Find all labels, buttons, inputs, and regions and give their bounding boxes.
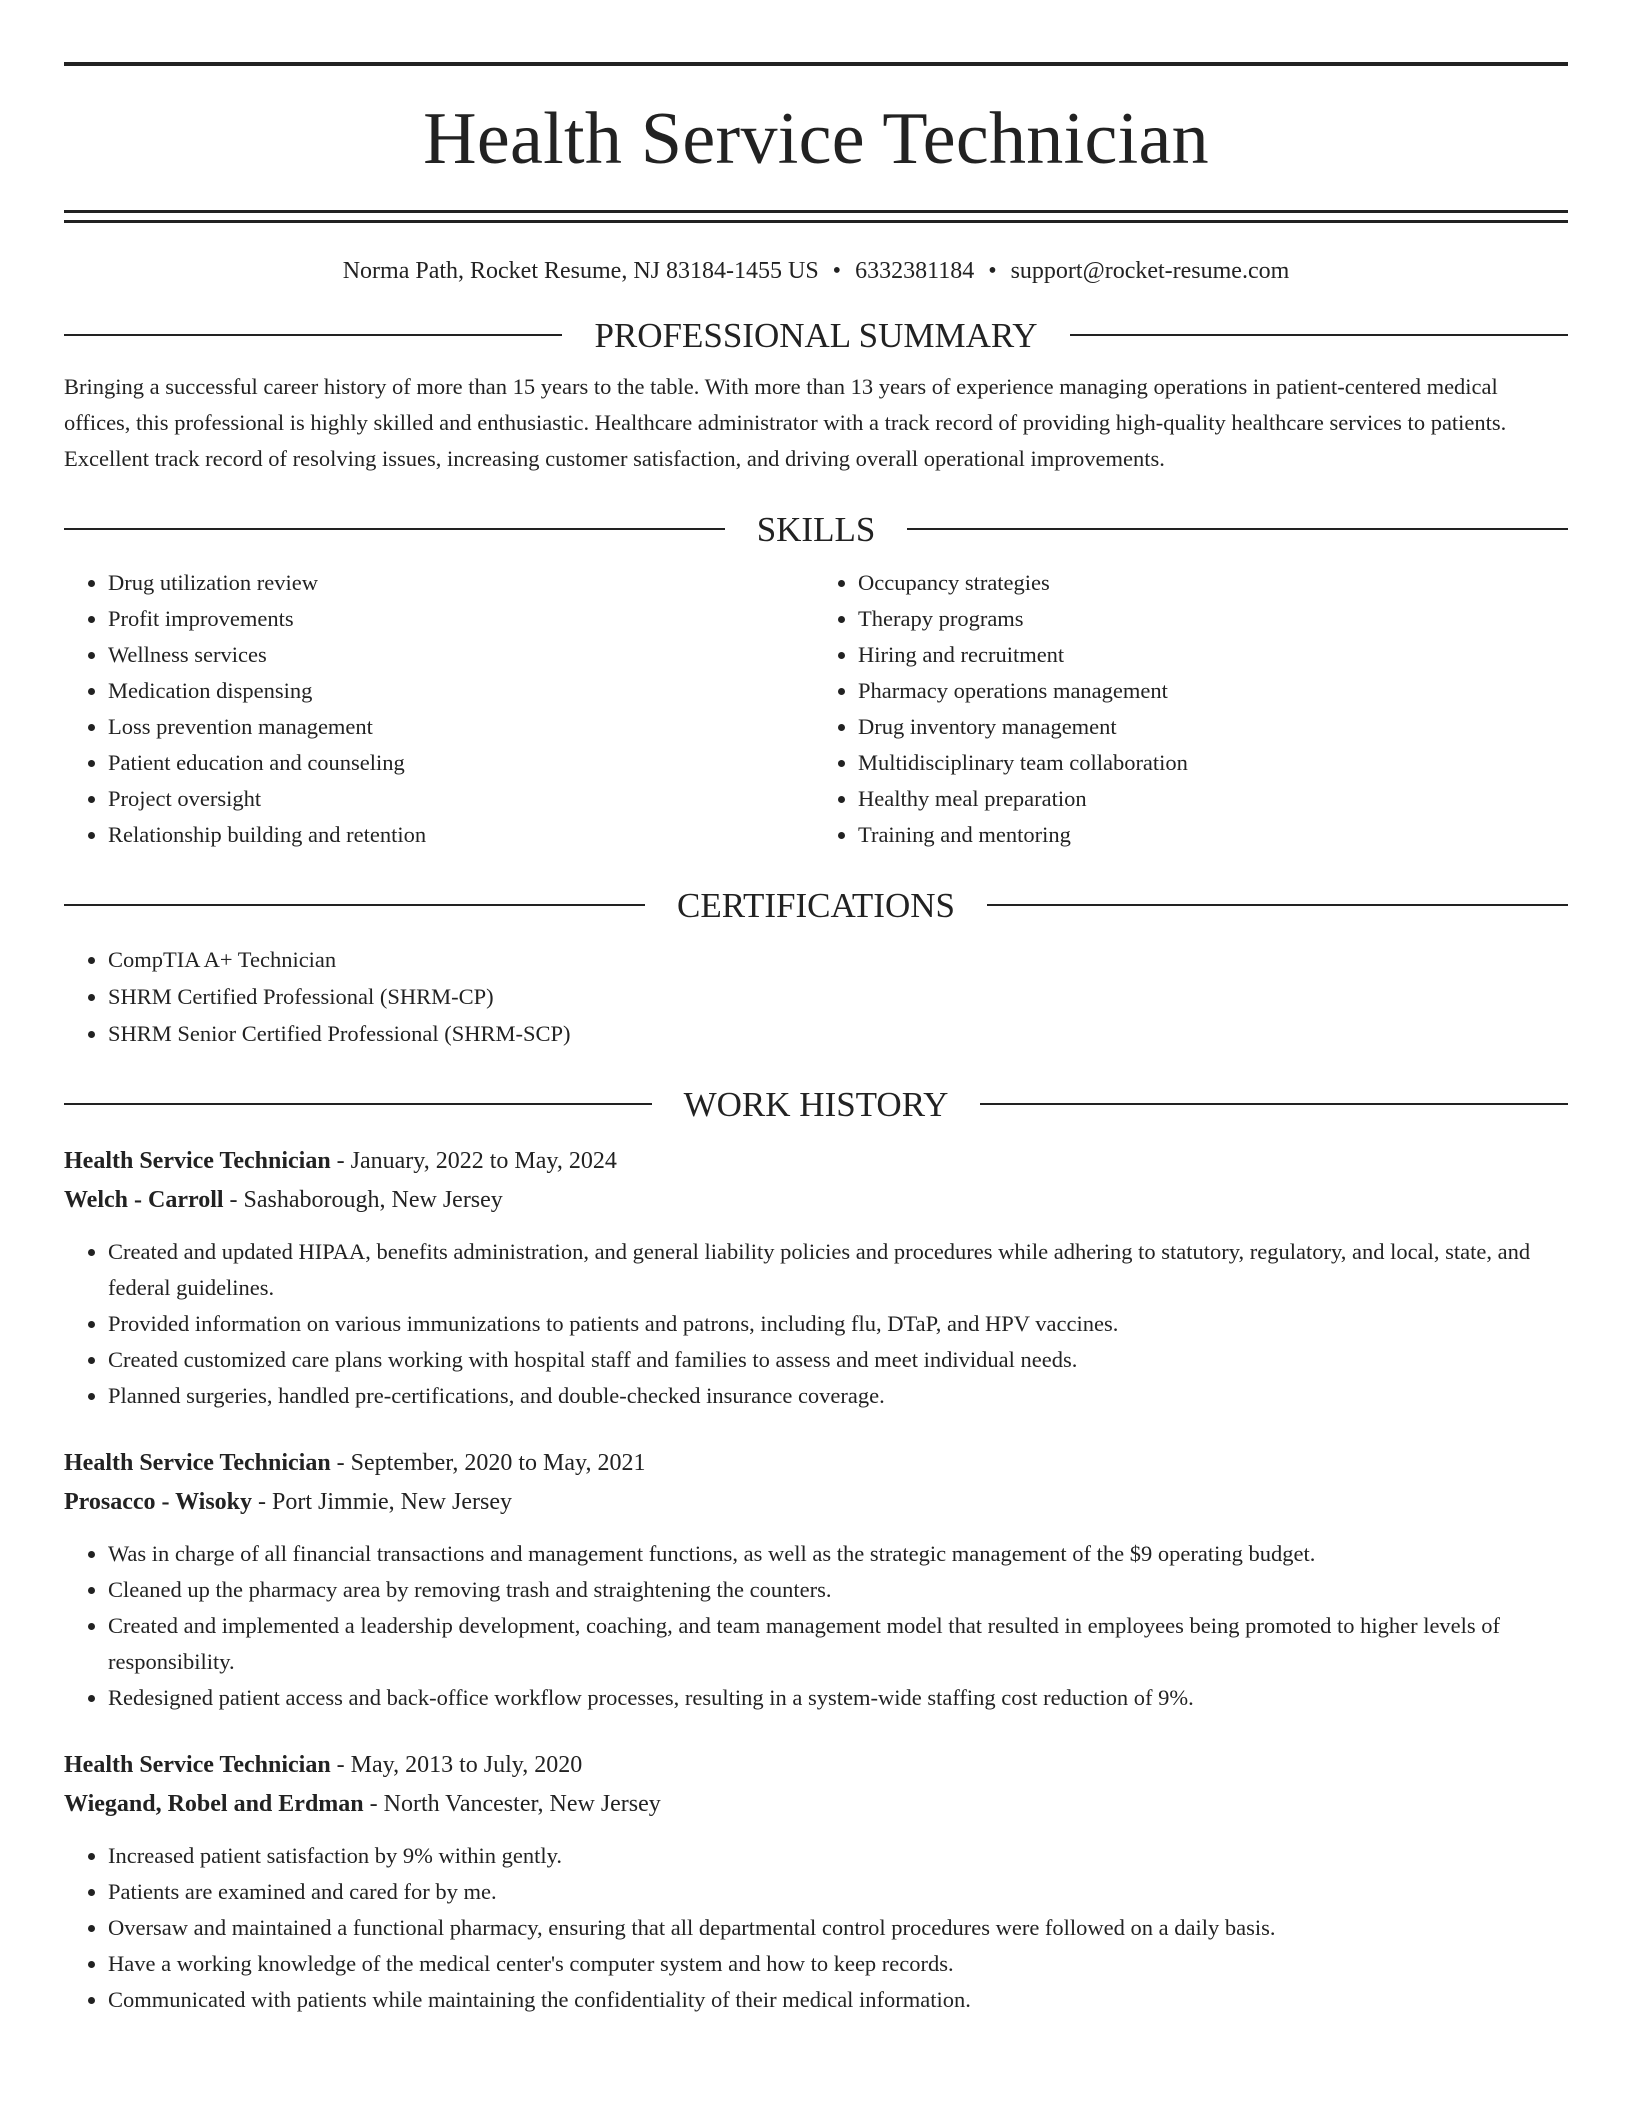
- job-title: Health Service Technician: [64, 1148, 331, 1174]
- title-double-rule: [64, 210, 1568, 223]
- contact-separator: •: [988, 258, 997, 284]
- job-bullet: • Oversaw and maintained a functional pharmacy, ensuring that all departmental control procedures were followed on a daily basis.: [108, 1910, 1568, 1946]
- job-bullet: • Cleaned up the pharmacy area by removing trash and straightening the counters.: [108, 1572, 1568, 1608]
- top-rule: [64, 62, 1568, 66]
- summary-text: Bringing a successful career history of more than 15 years to the table. With more than 13 years of experience managing operations in patient-centered medical offices, this professional is highly skilled and enthusiastic. Healthcare administrator with a track record of providing high-quality healthcare services to patients. Excellent track record of resolving issues, increasing customer satisfaction, and driving overall operational improvements.: [64, 374, 1507, 471]
- job-company: Wiegand, Robel and Erdman: [64, 1791, 364, 1817]
- job-bullet: • Patients are examined and cared for by me.: [108, 1874, 1568, 1910]
- job-bullet: • Created and updated HIPAA, benefits administration, and general liability policies and procedures while adhering to statutory, regulatory, and local, state, and federal guidelines.: [108, 1234, 1568, 1306]
- certifications-heading-label: CERTIFICATIONS: [677, 885, 955, 925]
- job-company: Welch - Carroll: [64, 1187, 224, 1213]
- job-bullet: • Created and implemented a leadership development, coaching, and team management model that resulted in employees being promoted to higher levels of responsibility.: [108, 1608, 1568, 1680]
- job-location: - North Vancester, New Jersey: [363, 1791, 661, 1817]
- job-title-line: [64, 1142, 1568, 1181]
- job-bullets: [64, 1536, 1568, 1716]
- job-dates: - January, 2022 to May, 2024: [330, 1148, 617, 1174]
- job-bullet: • Was in charge of all financial transactions and management functions, as well as the strategic management of the $9 operating budget.: [108, 1536, 1568, 1572]
- job-company-line: [64, 1181, 1568, 1220]
- job-title-line: [64, 1746, 1568, 1785]
- skill-item: • Patient education and counseling: [108, 745, 816, 781]
- job-company: Prosacco - Wisoky: [64, 1489, 253, 1515]
- certification-item: • SHRM Certified Professional (SHRM-CP): [108, 978, 1568, 1015]
- certification-item: • SHRM Senior Certified Professional (SHRM-SCP): [108, 1015, 1568, 1052]
- contact-phone: 6332381184: [855, 258, 975, 284]
- job-bullets: [64, 1234, 1568, 1414]
- job-title-line: [64, 1444, 1568, 1483]
- certifications-heading: [64, 885, 1568, 925]
- skill-item: • Drug utilization review: [108, 565, 816, 601]
- job-location: - Sashaborough, New Jersey: [223, 1187, 503, 1213]
- job-title: Health Service Technician: [64, 1752, 331, 1778]
- skill-item: • Training and mentoring: [858, 817, 1568, 853]
- job-dates: - May, 2013 to July, 2020: [330, 1752, 583, 1778]
- job-bullet: • Planned surgeries, handled pre-certifications, and double-checked insurance coverage.: [108, 1378, 1568, 1414]
- job-entry: [64, 1142, 1568, 1414]
- skills-column-right: [816, 565, 1568, 853]
- job-location: - Port Jimmie, New Jersey: [252, 1489, 512, 1515]
- job-bullet: • Communicated with patients while maintaining the confidentiality of their medical information.: [108, 1982, 1568, 2018]
- skill-item: • Project oversight: [108, 781, 816, 817]
- contact-address: Norma Path, Rocket Resume, NJ 83184-1455 US: [342, 258, 819, 284]
- skill-item: • Multidisciplinary team collaboration: [858, 745, 1568, 781]
- job-entry: [64, 1746, 1568, 2018]
- job-company-line: [64, 1785, 1568, 1824]
- skills-column-left: [64, 565, 816, 853]
- summary-heading-label: PROFESSIONAL SUMMARY: [594, 315, 1038, 355]
- skills-heading-label: SKILLS: [756, 509, 876, 549]
- skills-list: [64, 565, 1568, 853]
- skill-item: • Pharmacy operations management: [858, 673, 1568, 709]
- summary-heading: [64, 315, 1568, 355]
- skill-item: • Loss prevention management: [108, 709, 816, 745]
- job-bullet: • Redesigned patient access and back-office workflow processes, resulting in a system-wide staffing cost reduction of 9%.: [108, 1680, 1568, 1716]
- job-entry: [64, 1444, 1568, 1716]
- skill-item: • Relationship building and retention: [108, 817, 816, 853]
- skill-item: • Therapy programs: [858, 601, 1568, 637]
- skill-item: • Occupancy strategies: [858, 565, 1568, 601]
- skill-item: • Wellness services: [108, 637, 816, 673]
- skill-item: • Drug inventory management: [858, 709, 1568, 745]
- certification-item: • CompTIA A+ Technician: [108, 941, 1568, 978]
- contact-line: [64, 259, 1568, 283]
- certifications-list: [64, 941, 1568, 1052]
- page-title: Health Service Technician: [423, 98, 1209, 180]
- work-history-heading: [64, 1084, 1568, 1124]
- skill-item: • Hiring and recruitment: [858, 637, 1568, 673]
- job-bullets: [64, 1838, 1568, 2018]
- job-bullet: • Provided information on various immunizations to patients and patrons, including flu, DTaP, and HPV vaccines.: [108, 1306, 1568, 1342]
- work-history-heading-label: WORK HISTORY: [683, 1084, 949, 1124]
- contact-separator: •: [832, 258, 842, 284]
- job-company-line: [64, 1483, 1568, 1522]
- job-title: Health Service Technician: [64, 1450, 331, 1476]
- skill-item: • Profit improvements: [108, 601, 816, 637]
- skill-item: • Healthy meal preparation: [858, 781, 1568, 817]
- job-dates: - September, 2020 to May, 2021: [330, 1450, 646, 1476]
- contact-email: support@rocket-resume.com: [1010, 258, 1290, 284]
- skill-item: • Medication dispensing: [108, 673, 816, 709]
- skills-heading: [64, 509, 1568, 549]
- job-bullet: • Increased patient satisfaction by 9% within gently.: [108, 1838, 1568, 1874]
- job-bullet: • Created customized care plans working with hospital staff and families to assess and meet individual needs.: [108, 1342, 1568, 1378]
- job-bullet: • Have a working knowledge of the medical center's computer system and how to keep records.: [108, 1946, 1568, 1982]
